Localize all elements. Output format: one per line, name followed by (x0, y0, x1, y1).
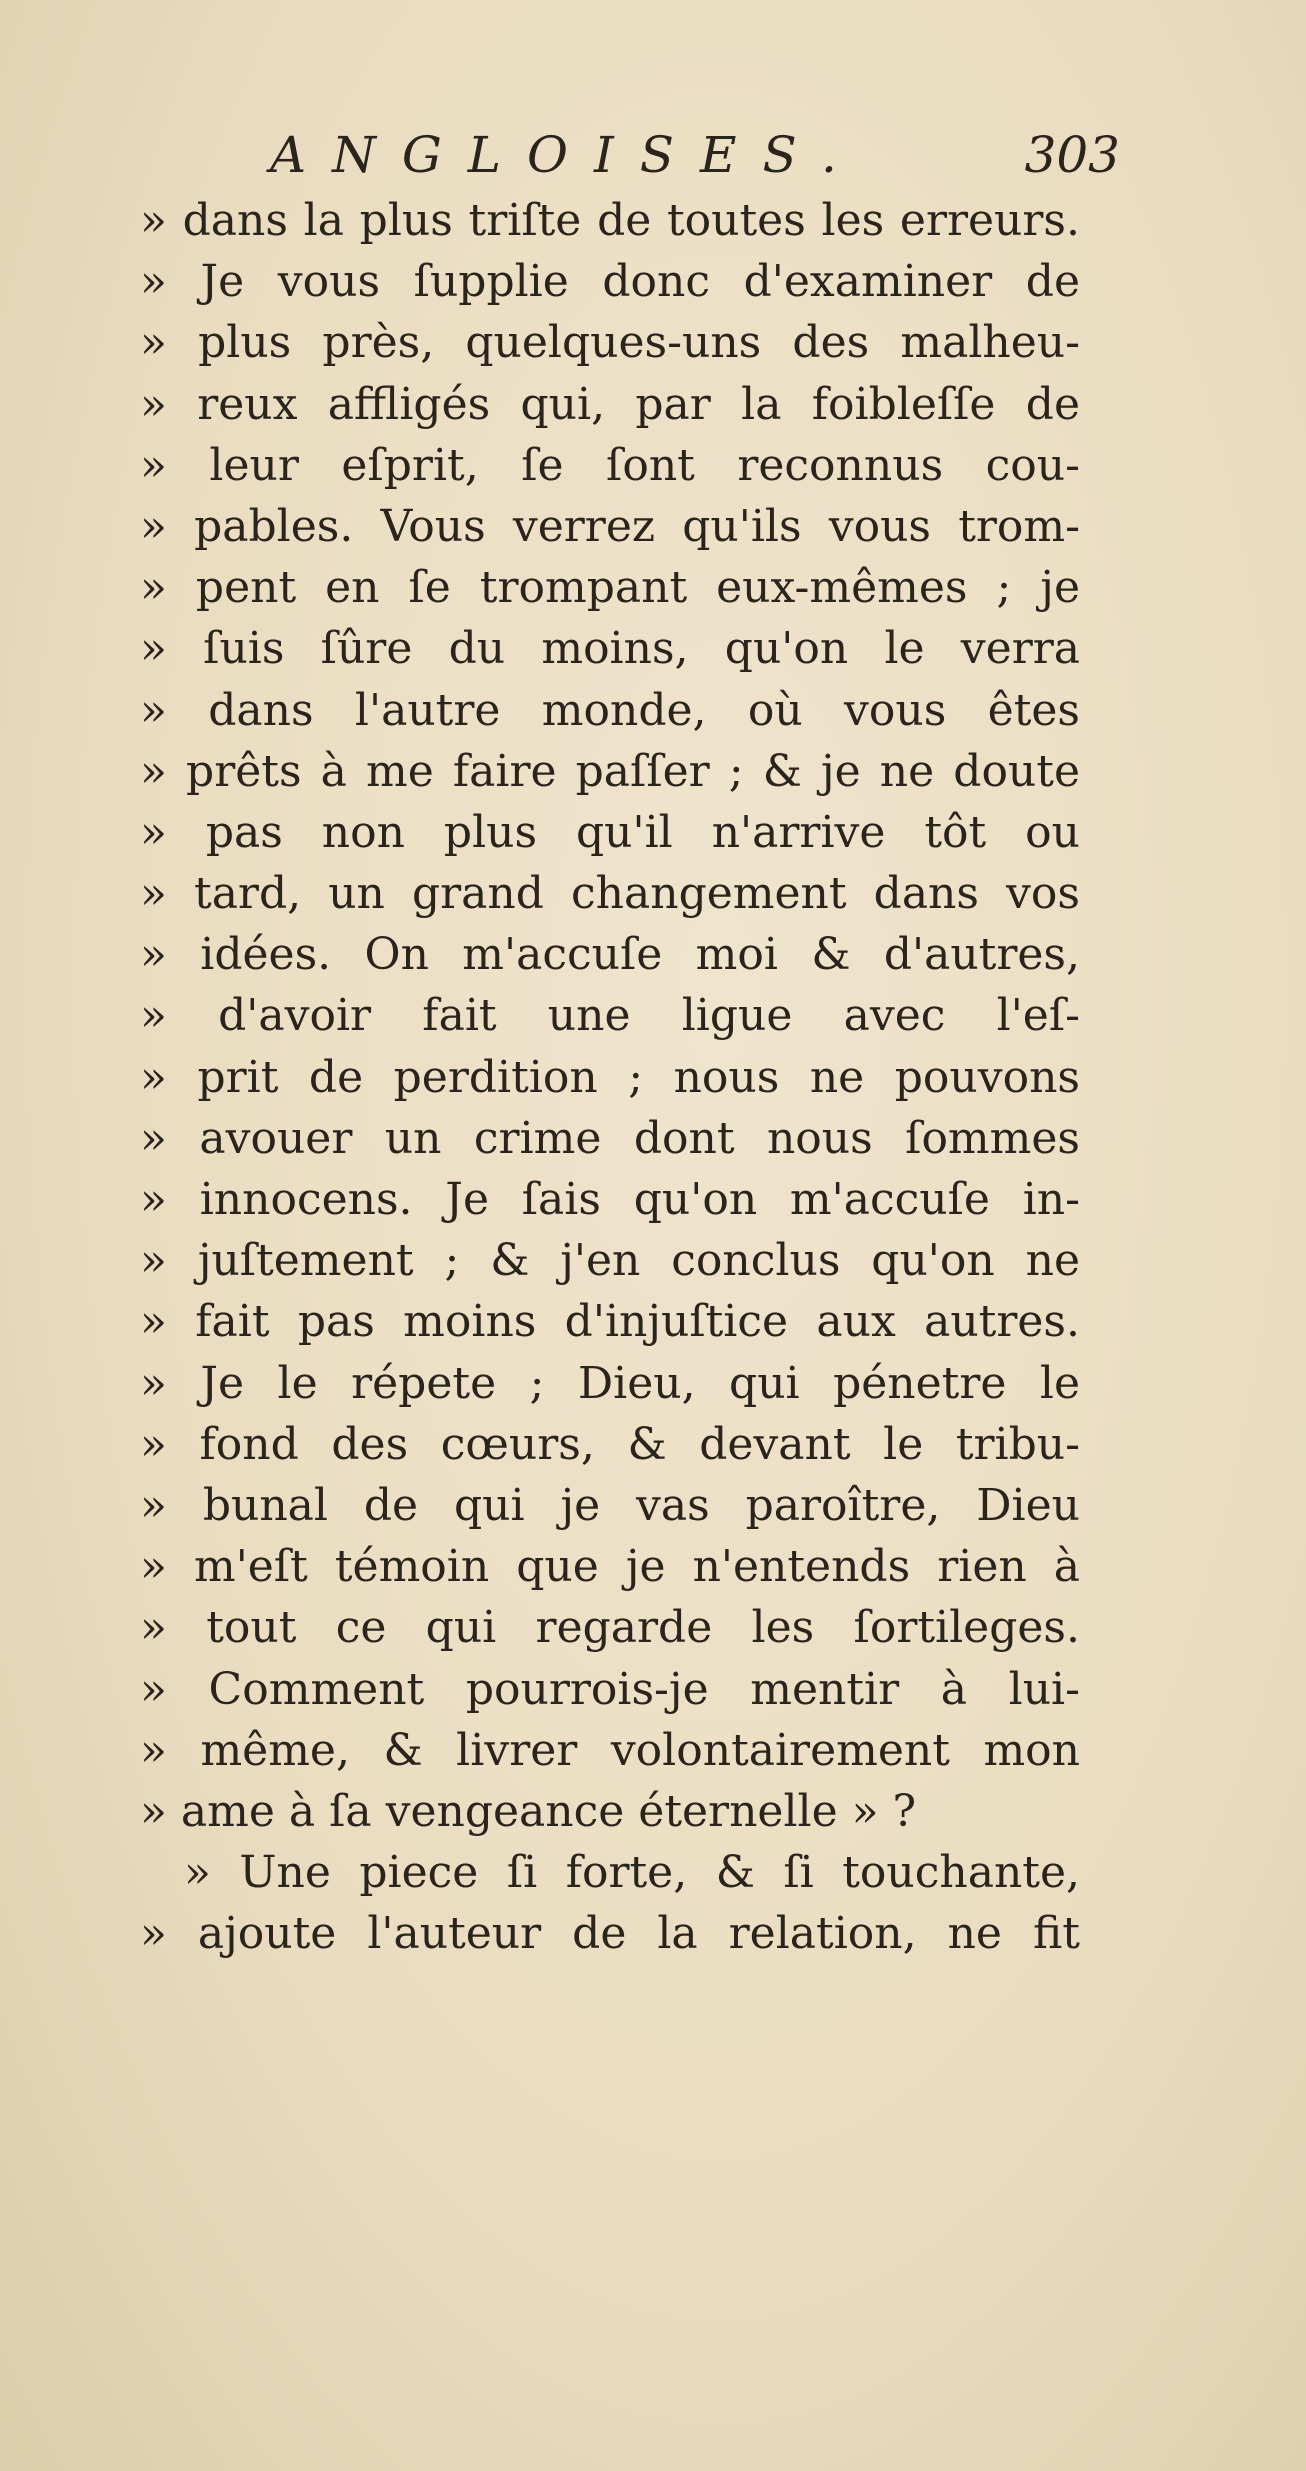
page-number: 303 (1024, 126, 1120, 184)
text-line: » même, & livrer volontairement mon (140, 1724, 1080, 1776)
text-line: » pables. Vous verrez qu'ils vous trom- (140, 500, 1080, 552)
text-line: » pent en ſe trompant eux-mêmes ; je (140, 562, 1080, 614)
body-text (140, 190, 1080, 1964)
text-line: » pas non plus qu'il n'arrive tôt ou (140, 806, 1080, 858)
text-line: » leur eſprit, ſe ſont reconnus cou- (140, 439, 1080, 491)
text-line: » reux affligés qui, par la foibleſſe de (140, 378, 1080, 430)
text-line: » innocens. Je ſais qu'on m'accuſe in- (140, 1174, 1080, 1225)
text-line: » Une piece ſi forte, & ſi touchante, (184, 1847, 1080, 1899)
text-line: » plus près, quelques-uns des malheu- (140, 317, 1080, 369)
text-line: » avouer un crime dont nous ſommes (140, 1112, 1080, 1164)
text-line: » fait pas moins d'injuſtice aux autres. (140, 1296, 1080, 1348)
running-head: ANGLOISES. (270, 126, 863, 184)
text-line: » fond des cœurs, & devant le tribu- (140, 1418, 1080, 1470)
text-line: » m'eſt témoin que je n'entends rien à (140, 1541, 1080, 1593)
text-line: » prit de perdition ; nous ne pouvons (140, 1051, 1080, 1103)
text-line: » idées. On m'accuſe moi & d'autres, (140, 929, 1080, 981)
text-line: » ajoute l'auteur de la relation, ne fit (140, 1908, 1080, 1960)
text-line: » Je le répete ; Dieu, qui pénetre le (140, 1357, 1080, 1409)
text-line: » juſtement ; & j'en conclus qu'on ne (140, 1235, 1080, 1287)
text-line: » tout ce qui regarde les ſortileges. (140, 1602, 1080, 1654)
page-header (270, 120, 1120, 190)
text-line: » Je vous ſupplie donc d'examiner de (140, 256, 1080, 308)
text-line: » ame à ſa vengeance éternelle » ? (140, 1785, 917, 1837)
text-line: » d'avoir fait une ligue avec l'eſ- (140, 990, 1080, 1042)
text-line: » Comment pourrois-je mentir à lui- (140, 1663, 1080, 1715)
text-line: » ſuis ſûre du moins, qu'on le verra (140, 623, 1080, 675)
text-line: » dans l'autre monde, où vous êtes (140, 684, 1080, 736)
text-line: » prêts à me faire paſſer ; & je ne doute (140, 745, 1080, 797)
text-line: » dans la plus triſte de toutes les erreurs. (140, 195, 1080, 246)
text-line: » tard, un grand changement dans vos (140, 868, 1080, 920)
text-line: » bunal de qui je vas paroître, Dieu (140, 1479, 1080, 1531)
